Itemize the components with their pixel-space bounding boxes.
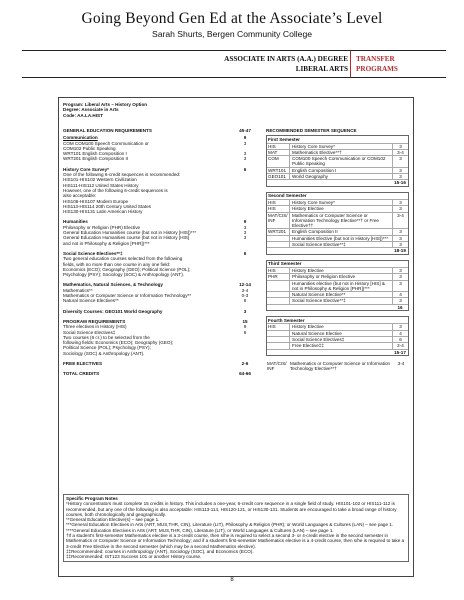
semester-total: 15-17: [267, 349, 408, 355]
semester-table: [266, 192, 409, 255]
semester-tables: [266, 135, 409, 356]
semester-title: First Semester: [268, 136, 300, 142]
semester-table: [266, 316, 409, 356]
list-item: and not in Philosophy & Religion [PHR])***: [63, 240, 150, 246]
semester-total: 16: [267, 304, 408, 310]
table-row: Natural Science Elective** 4: [267, 291, 408, 297]
page-number: 8: [230, 577, 234, 583]
list-item: also acceptable:: [63, 193, 97, 199]
list-item: General Education Humanities course (but not in History [HIS] 3: [63, 235, 247, 241]
semester-title: Fourth Semester: [268, 317, 305, 323]
note-line: ‡‡Recommended: IST123 Success 101 or another History course.: [66, 554, 202, 560]
semester-total: 18-19: [267, 247, 408, 253]
semester-table: [266, 135, 409, 186]
notes-title: Specific Program Notes: [66, 496, 118, 501]
list-item: HIS130-HIS131 Latin American History: [63, 209, 143, 215]
list-item: COM COM100 Speech Communication or 3: [63, 140, 247, 146]
note-line: †If a student's first-semester Mathematics elective is a 3-credit course, then s/he is required to select a second 3- or 4-credit elective in the second semester in Mathematics or Computer Science or Information Technology; and if a student's first-semester Mathematics elective is a 4-credit course, then s/he is required to take a 3-credit Free Elective in the second semester (which may be a second Mathematics elective).: [66, 533, 405, 549]
general-education-column: [63, 128, 255, 382]
table-row: MAT Mathematics Elective**† 3-4: [267, 149, 408, 155]
semester-title: Second Semester: [268, 193, 307, 199]
transfer-programs-label: TRANSFER PROGRAMS: [356, 55, 398, 73]
table-row: Social Science Elective**‡ 3: [267, 297, 408, 303]
table-row: MAT/CIS/ INF Mathematics or Computer Science or Information Technology Elective**† or Free Elective†† 3-4: [267, 212, 408, 229]
list-item: General Education Humanities course (but not in History [HIS])*** 3: [63, 230, 247, 236]
table-row: HIS History Core Survey* 3: [267, 199, 408, 205]
semester-total: 15-16: [267, 179, 408, 185]
table-row: HIS History Elective 3: [267, 205, 408, 211]
semester-title: Third Semester: [268, 261, 302, 267]
gen-ed-heading: GENERAL EDUCATION REQUIREMENTS 45-47: [63, 128, 251, 133]
list-item: COM102 Public Speaking: [63, 145, 116, 151]
table-row: Social Science Elective**‡ 3: [267, 241, 408, 247]
list-item: Mathematics or Computer Science or Information Technology** 0-3: [63, 293, 249, 299]
total-credits-section: TOTAL CREDITS 64-66: [63, 371, 251, 377]
extra-elective-row: MAT/CIS/ INF Mathematics or Computer Science or Information Technology Elective**† 3-4: [267, 360, 405, 372]
table-row: Social Science Electives‡ 6: [267, 336, 408, 342]
list-item: Sociology (SOC) & Anthropology (ANT).: [63, 350, 145, 356]
list-item: Two courses (6 cr.) to be selected from the: [63, 334, 150, 340]
table-row: COM COM100 Speech Communication or COM102 Public Speaking 3: [267, 155, 408, 167]
semester-sequence-heading: RECOMMENDED SEMESTER SEQUENCE: [266, 128, 357, 133]
table-row: Free Elective‡‡ 2-4: [267, 342, 408, 348]
list-item: One of the following 6-credit sequences is recommended:: [63, 172, 181, 178]
page-title: Going Beyond Gen Ed at the Associate’s Level: [81, 10, 383, 27]
table-row: HIS History Elective 3: [267, 267, 408, 273]
list-item: Social Science Electives‡ 6: [63, 329, 247, 335]
list-item: fields, with no more than one course in any one field:: [63, 261, 171, 267]
list-item: Mathematics** 3-4: [63, 287, 249, 293]
note-line: **General Education Elective(s) – see page 1.: [66, 517, 160, 523]
table-row: GEO101 World Geography 3: [267, 173, 408, 179]
program-requirements-section: PROGRAM REQUIREMENTS 15 Three electives in History (HIS) 9 Social Science Electives‡ 6 Two courses (6 cr.) to be selected from the following fields: Economics (ECO); Geography (GEO); Political Science (POL); Psychology (PSY); Sociology (SOC) & Anthropology (ANT).: [63, 319, 255, 356]
list-item: HIS111-HIS112 United States History: [63, 182, 139, 188]
note-line: *History concentrators must complete 15 credits in history. This includes a one-year, 6-credit core sequence in a single field of study. HIS101-102 or HIS111-112 is recommended, but any one of the following is also acceptable: HIS113-114, HIS120-121, or HIS130-131. Students are encouraged to take a broad range of history courses, both chronologically and geographically.: [66, 501, 397, 517]
table-row: Humanities Elective (but not in History [HIS])*** 3: [267, 235, 408, 241]
semester-table: [266, 260, 409, 311]
note-line: ***General Education Electives in Arts (ART, MUS,THR, CIN), Literature (LIT), Philosophy & Religion (PHR); or World Languages & Cultures (LAN) – see page 1.: [66, 522, 394, 528]
table-row: HIS History Core Survey* 3: [267, 143, 408, 149]
math-science-section: Mathematics, Natural Sciences, & Technology 12-14 Mathematics** 3-4 Mathematics or Computer Science or Information Technology** 0-3 Natural Science Electives** 8: [63, 282, 255, 303]
list-item: Three electives in History (HIS) 9: [63, 324, 247, 330]
program-notes: [63, 494, 409, 562]
social-science-section: Social Science Electives**‡ 6 Two general education courses selected from the following fields, with no more than one course in any one field: Economics (ECO); Geography (GEO); Political Science (POL); Psychology (PSY); Sociology (SOC) & Anthropology (ANT).: [63, 251, 255, 277]
author-line: Sarah Shurts, Bergen Community College: [151, 29, 313, 39]
list-item: Economics (ECO); Geography (GEO); Political Science (POL);: [63, 266, 191, 272]
program-info: Program: Liberal Arts – History Option Degree: Associate in Arts Code: AA.LA.HIST: [63, 102, 148, 118]
list-item: Philosophy or Religion (PHR) Elective 3: [63, 224, 247, 230]
list-item: HIS101-HIS102 Western Civilization: [63, 177, 137, 183]
free-electives-section: FREE ELECTIVES 2-6: [63, 360, 249, 366]
list-item: However, one of the following 6-credit sequences is: [63, 187, 168, 193]
table-row: Natural Science Elective 4: [267, 330, 408, 336]
list-item: Natural Science Electives** 8: [63, 298, 247, 304]
table-row: WRT201 English Composition II 3: [267, 228, 408, 234]
note-line: ‡‡Recommended: courses in Anthropology (ANT), Sociology (SOC), and Economics (ECO).: [66, 548, 254, 554]
communication-section: Communication 9 COM COM100 Speech Communication or 3 COM102 Public Speaking WRT101 English Composition I 3 WRT201 English Composition II 3: [63, 135, 255, 161]
list-item: HIS106-HIS107 Modern Europe: [63, 198, 129, 204]
table-row: PHR Philosophy or Religion Elective 3: [267, 273, 408, 279]
table-row: HIS History Elective 3: [267, 323, 408, 329]
degree-title: ASSOCIATE IN ARTS (A.A.) DEGREE LIBERAL ARTS: [224, 55, 348, 73]
program-sheet: [58, 97, 414, 577]
list-item: Psychology (PSY); Sociology (SOC) & Anthropology (ANT).: [63, 272, 185, 278]
list-item: following fields: Economics (ECO); Geography (GEO);: [63, 340, 174, 346]
table-row: WRT101 English Composition I 3: [267, 167, 408, 173]
band-divider: [350, 51, 351, 77]
list-item: Political Science (POL); Psychology (PSY);: [63, 345, 151, 351]
note-line: ****General Education Electives in Arts (ART, MUS,THR, CIN), Literature (LIT), or World Languages & Cultures (LAN) – see page 1.: [66, 527, 334, 533]
list-item: WRT201 English Composition II 3: [63, 156, 247, 162]
list-item: HIS113-HIS114 20th Century United States: [63, 203, 151, 209]
table-row: Humanities elective (but not in History [HIS] & not in Philosophy & Religion [PHR])*** 3: [267, 280, 408, 292]
list-item: Two general education courses selected from the following: [63, 256, 183, 262]
degree-band: [22, 50, 446, 78]
history-section: History Core Survey* 6 One of the following 6-credit sequences is recommended: HIS101-HIS102 Western Civilization HIS111-HIS112 United States History However, one of the following 6-credit sequences is also acceptable: HIS106-HIS107 Modern Europe HIS113-HIS114 20th Century United States HIS130-HIS131 Latin American History: [63, 167, 255, 215]
list-item: WRT101 English Composition I 3: [63, 151, 247, 157]
semester-sequence-column: [266, 128, 409, 371]
humanities-section: Humanities 9 Philosophy or Religion (PHR) Elective 3 General Education Humanities course (but not in History [HIS])*** 3 General Education Humanities course (but not in History [HIS] 3 and not in Philosophy & Religion [PHR])***: [63, 219, 255, 245]
diversity-section: Diversity Courses: GEO101 World Geography 3: [63, 308, 247, 314]
